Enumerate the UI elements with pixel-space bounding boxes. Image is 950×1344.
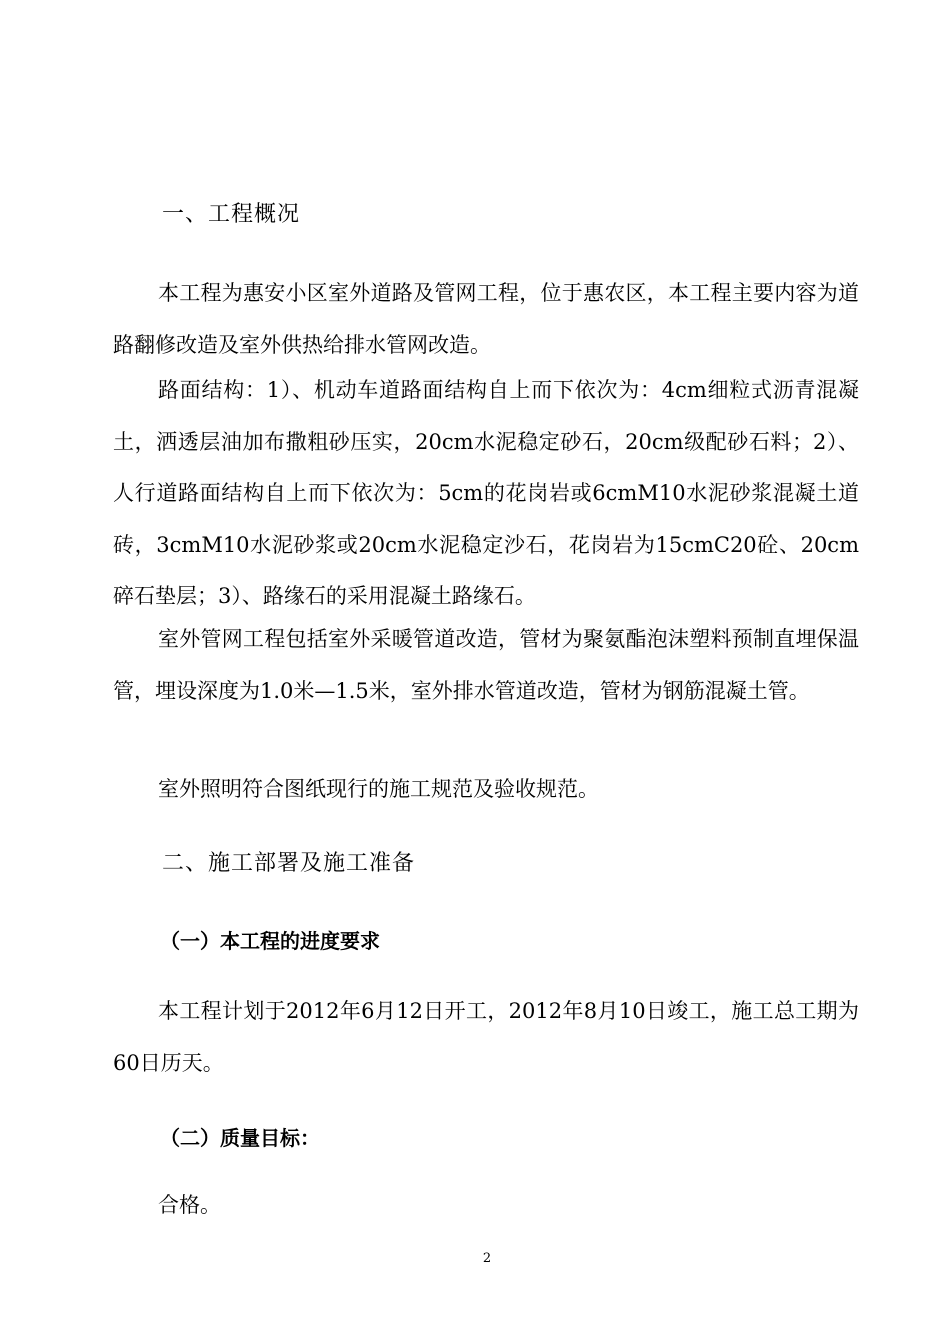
- section-1-paragraph-overview: 本工程为惠安小区室外道路及管网工程，位于惠农区，本工程主要内容为道路翻修改造及室外供热给排水管网改造。: [113, 281, 859, 357]
- section-1-paragraph-lighting: 室外照明符合图纸现行的施工规范及验收规范。: [158, 777, 599, 801]
- subsection-1-heading: （一）本工程的进度要求: [160, 929, 380, 953]
- subsection-2-paragraph-quality: 合格。: [158, 1193, 221, 1217]
- subsection-1-paragraph-schedule: 本工程计划于2012年6月12日开工，2012年8月10日竣工，施工总工期为60日历天。: [113, 999, 859, 1075]
- page-number: 2: [482, 1251, 492, 1266]
- subsection-2-heading: （二）质量目标：: [160, 1126, 320, 1150]
- section-1-paragraph-pipe-network: 室外管网工程包括室外采暖管道改造，管材为聚氨酯泡沫塑料预制直埋保温管，埋设深度为1.0米—1.5米，室外排水管道改造，管材为钢筋混凝土管。: [113, 627, 859, 703]
- section-1-heading: 一、工程概况: [162, 202, 301, 227]
- section-1-paragraph-road-structure: 路面结构：1）、机动车道路面结构自上而下依次为：4cm细粒式沥青混凝土，洒透层油加布撒粗砂压实，20cm水泥稳定砂石，20cm级配砂石料；2）、人行道路面结构自上而下依次为：5cm的花岗岩或6cmM10水泥砂浆混凝土道砖，3cmM10水泥砂浆或20cm水泥稳定沙石，花岗岩为15cmC20砼、20cm碎石垫层；3）、路缘石的采用混凝土路缘石。: [113, 378, 859, 608]
- section-2-heading: 二、施工部署及施工准备: [162, 851, 416, 876]
